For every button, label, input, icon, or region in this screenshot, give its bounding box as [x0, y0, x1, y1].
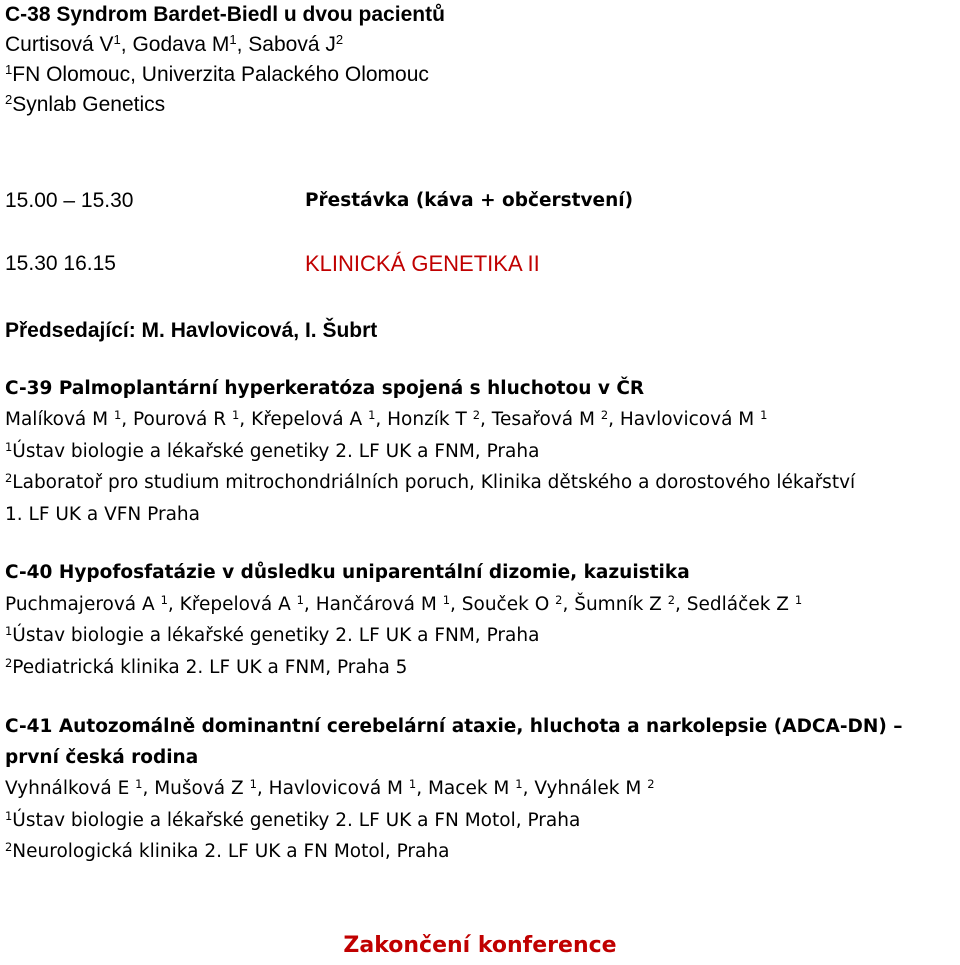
- author-name: Godava M: [132, 33, 230, 56]
- author-name: Vyhnálek M: [534, 778, 648, 799]
- author-affiliation-marker: 1: [229, 31, 237, 47]
- author-affiliation-marker: 2: [600, 407, 609, 422]
- author-name: Havlovicová M: [268, 778, 409, 799]
- author-affiliation-marker: 1: [113, 31, 121, 47]
- session-title: KLINICKÁ GENETIKA II: [305, 251, 540, 276]
- author-name: Souček O: [461, 594, 556, 615]
- author-affiliation-marker: 1: [135, 776, 143, 791]
- author-separator: ,: [236, 33, 249, 56]
- abstract-c39-authors: [5, 407, 767, 434]
- abstract-c38-authors: [5, 32, 343, 60]
- session-time: 15.30 16.15: [5, 252, 116, 275]
- author-affiliation-marker: 1: [249, 776, 257, 791]
- abstract-c40-title: C-40 Hypofosfatázie v důsledku uniparentální dizomie, kazuistika: [5, 562, 690, 583]
- author-separator: ,: [142, 778, 155, 799]
- author-name: Křepelová A: [179, 594, 297, 615]
- session-chairs: Předsedající: M. Havlovicová, I. Šubrt: [5, 319, 378, 342]
- author-separator: ,: [562, 594, 575, 615]
- author-name: Hančárová M: [315, 594, 443, 615]
- author-separator: ,: [375, 409, 388, 430]
- break-row: [5, 188, 133, 214]
- abstract-c38-affiliation-1: $^1$FN Olomouc, Univerzita Palackého Olomouc: [5, 61, 429, 86]
- author-affiliation-marker: 2: [555, 592, 563, 607]
- author-name: Mušová Z: [154, 778, 250, 799]
- author-affiliation-marker: 1: [232, 407, 240, 422]
- author-affiliation-marker: 1: [368, 407, 376, 422]
- author-affiliation-marker: 1: [113, 407, 122, 422]
- author-separator: ,: [120, 33, 133, 56]
- author-affiliation-marker: 1: [296, 592, 304, 607]
- break-time: 15.00 – 15.30: [5, 189, 134, 212]
- author-separator: ,: [522, 778, 535, 799]
- abstract-c39-title: C-39 Palmoplantární hyperkeratóza spojená s hluchotou v ČR: [5, 378, 645, 399]
- abstract-c40-authors: [5, 592, 802, 619]
- author-separator: ,: [303, 594, 316, 615]
- author-affiliation-marker: 2: [667, 592, 676, 607]
- author-affiliation-marker: 1: [794, 592, 803, 607]
- author-name: Pourová R: [133, 409, 232, 430]
- abstract-c41-title-line-1: C-41 Autozomálně dominantní cerebelární ataxie, hluchota a narkolepsie (ADCA-DN) –: [5, 716, 903, 737]
- author-name: Honzík T: [387, 409, 473, 430]
- abstract-c41-title-line-2: první česká rodina: [5, 747, 199, 768]
- author-name: Tesařová M: [491, 409, 601, 430]
- author-affiliation-marker: 1: [515, 776, 523, 791]
- break-label: Přestávka (káva + občerstvení): [305, 190, 634, 211]
- author-affiliation-marker: 1: [442, 592, 450, 607]
- author-name: Havlovicová M: [619, 409, 761, 430]
- author-name: Puchmajerová A: [5, 594, 161, 615]
- author-name: Malíková M: [5, 409, 114, 430]
- author-affiliation-marker: 2: [335, 31, 344, 47]
- abstract-c39-affiliation-2: $^2$Laboratoř pro studium mitrochondriálních poruch, Klinika dětského a dorostového lékařství: [5, 470, 856, 493]
- author-name: Šumník Z: [574, 594, 668, 615]
- abstract-c39-affiliation-1: $^1$Ústav biologie a lékařské genetiky 2. LF UK a FNM, Praha: [5, 439, 540, 462]
- abstract-c40-affiliation-1: $^1$Ústav biologie a lékařské genetiky 2. LF UK a FNM, Praha: [5, 623, 540, 646]
- author-separator: ,: [480, 409, 492, 430]
- author-name: Curtisová V: [5, 33, 114, 56]
- author-affiliation-marker: 1: [760, 407, 768, 422]
- abstract-c40-affiliation-2: $^2$Pediatrická klinika 2. LF UK a FNM, Praha 5: [5, 655, 408, 678]
- author-separator: ,: [675, 594, 687, 615]
- abstract-c39-affiliation-2-cont: 1. LF UK a VFN Praha: [5, 504, 200, 525]
- author-separator: ,: [121, 409, 134, 430]
- abstract-c41-authors: [5, 776, 654, 803]
- author-separator: ,: [256, 778, 269, 799]
- author-affiliation-marker: 1: [408, 776, 417, 791]
- closing-heading: Zakončení konference: [343, 933, 617, 958]
- author-separator: ,: [167, 594, 180, 615]
- abstract-c41-affiliation-2: $^2$Neurologická klinika 2. LF UK a FN Motol, Praha: [5, 839, 450, 862]
- author-separator: ,: [608, 409, 620, 430]
- author-name: Vyhnálková E: [5, 778, 136, 799]
- author-separator: ,: [450, 594, 462, 615]
- author-affiliation-marker: 1: [160, 592, 168, 607]
- abstract-c38-affiliation-2: $^2$Synlab Genetics: [5, 91, 166, 116]
- author-name: Macek M: [427, 778, 516, 799]
- abstract-c41-affiliation-1: $^1$Ústav biologie a lékařské genetiky 2. LF UK a FN Motol, Praha: [5, 808, 581, 831]
- author-separator: ,: [239, 409, 252, 430]
- author-affiliation-marker: 2: [647, 776, 655, 791]
- author-name: Sedláček Z: [686, 594, 795, 615]
- author-separator: ,: [416, 778, 428, 799]
- author-name: Sabová J: [248, 33, 336, 56]
- author-name: Křepelová A: [251, 409, 369, 430]
- author-affiliation-marker: 2: [472, 407, 481, 422]
- abstract-c38-title: C-38 Syndrom Bardet-Biedl u dvou pacientů: [5, 3, 445, 26]
